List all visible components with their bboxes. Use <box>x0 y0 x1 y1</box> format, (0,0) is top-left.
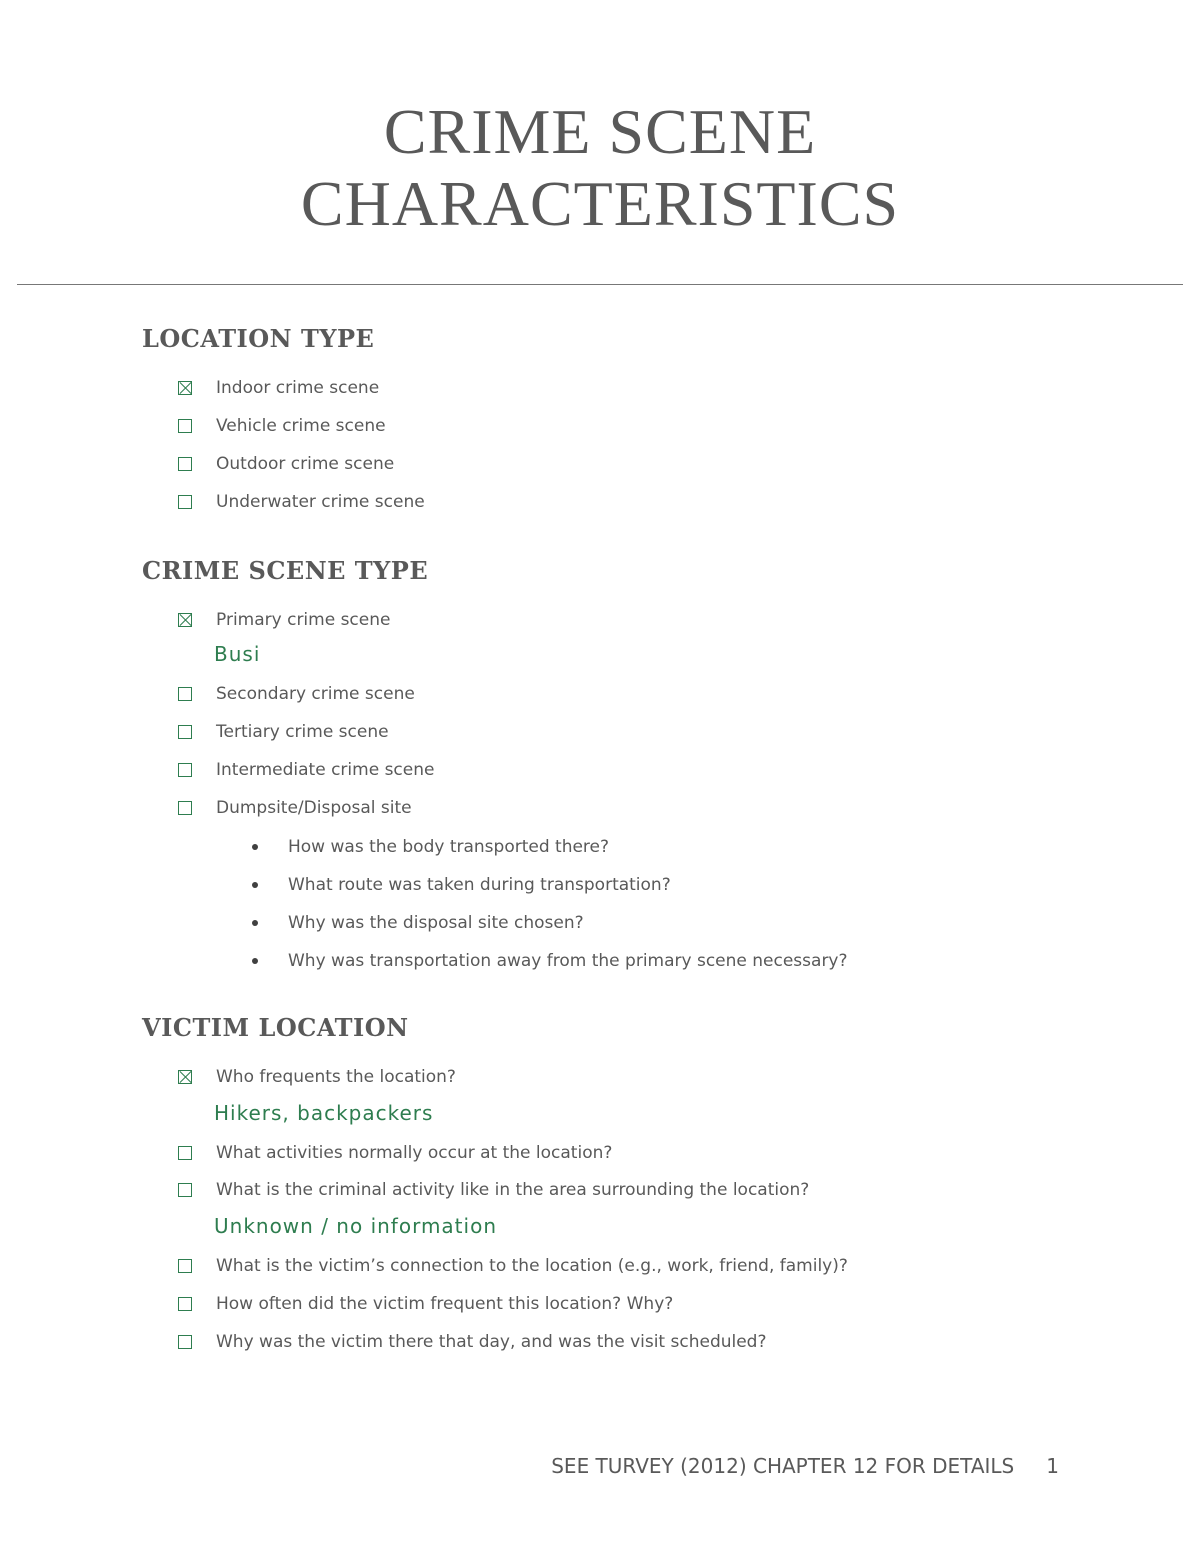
checkbox-item-victim-connection[interactable] <box>176 1254 848 1278</box>
checkbox-item-vehicle[interactable] <box>176 414 386 438</box>
checkbox-empty-icon[interactable] <box>178 1183 192 1197</box>
checkbox-label: Vehicle crime scene <box>216 416 386 436</box>
heading-location-type: LOCATION TYPE <box>142 324 375 353</box>
checkbox-label: What is the criminal activity like in the area surrounding the location? <box>216 1180 810 1200</box>
checkbox-empty-icon[interactable] <box>178 1335 192 1349</box>
checkbox-empty-icon[interactable] <box>178 495 192 509</box>
checkbox-label: Tertiary crime scene <box>216 722 389 742</box>
checkbox-label: Who frequents the location? <box>216 1067 456 1087</box>
checkbox-item-who-frequents[interactable] <box>176 1065 456 1089</box>
list-item <box>248 873 671 897</box>
checkbox-label: Secondary crime scene <box>216 684 415 704</box>
checkbox-label: Indoor crime scene <box>216 378 380 398</box>
list-item <box>248 911 584 935</box>
checkbox-item-dumpsite[interactable] <box>176 796 412 820</box>
checkbox-checked-icon[interactable] <box>178 613 192 627</box>
checkbox-item-outdoor[interactable] <box>176 452 394 476</box>
answer-who-frequents[interactable]: Hikers, backpackers <box>214 1101 434 1125</box>
checkbox-label: Primary crime scene <box>216 610 391 630</box>
checkbox-item-indoor[interactable] <box>176 376 379 400</box>
bullet-text: Why was transportation away from the primary scene necessary? <box>288 951 848 971</box>
title-line-2: CHARACTERISTICS <box>300 168 900 239</box>
checkbox-empty-icon[interactable] <box>178 1297 192 1311</box>
footer-text: SEE TURVEY (2012) CHAPTER 12 FOR DETAILS <box>551 1454 1015 1478</box>
checkbox-item-criminal-activity[interactable] <box>176 1178 809 1202</box>
checkbox-item-why-there[interactable] <box>176 1330 767 1354</box>
checkbox-item-tertiary[interactable] <box>176 720 389 744</box>
heading-victim-location: VICTIM LOCATION <box>142 1013 409 1042</box>
checkbox-item-secondary[interactable] <box>176 682 415 706</box>
answer-primary[interactable]: Busi <box>214 642 261 666</box>
checkbox-label: Underwater crime scene <box>216 492 425 512</box>
bullet-icon <box>252 958 258 964</box>
document-title <box>0 96 1200 240</box>
checkbox-item-underwater[interactable] <box>176 490 425 514</box>
list-item <box>248 835 609 859</box>
checkbox-label: What is the victim’s connection to the location (e.g., work, friend, family)? <box>216 1256 848 1276</box>
checkbox-label: What activities normally occur at the location? <box>216 1143 613 1163</box>
checkbox-empty-icon[interactable] <box>178 457 192 471</box>
checkbox-label: Outdoor crime scene <box>216 454 395 474</box>
bullet-icon <box>252 882 258 888</box>
checkbox-empty-icon[interactable] <box>178 801 192 815</box>
title-line-1: CRIME SCENE <box>383 96 817 167</box>
checkbox-empty-icon[interactable] <box>178 1146 192 1160</box>
checkbox-empty-icon[interactable] <box>178 763 192 777</box>
checkbox-item-activities[interactable] <box>176 1141 612 1165</box>
bullet-text: How was the body transported there? <box>288 837 610 857</box>
page-number: 1 <box>1046 1454 1059 1478</box>
list-item <box>248 949 848 973</box>
checkbox-item-how-often[interactable] <box>176 1292 673 1316</box>
bullet-icon <box>252 844 258 850</box>
checkbox-empty-icon[interactable] <box>178 687 192 701</box>
title-divider <box>17 284 1183 285</box>
checkbox-label: Dumpsite/Disposal site <box>216 798 412 818</box>
bullet-icon <box>252 920 258 926</box>
page-footer <box>551 1454 1059 1478</box>
checkbox-item-intermediate[interactable] <box>176 758 434 782</box>
heading-crime-scene-type: CRIME SCENE TYPE <box>142 556 429 585</box>
bullet-text: Why was the disposal site chosen? <box>288 913 584 933</box>
checkbox-empty-icon[interactable] <box>178 419 192 433</box>
checkbox-checked-icon[interactable] <box>178 1070 192 1084</box>
checkbox-empty-icon[interactable] <box>178 725 192 739</box>
checkbox-label: Intermediate crime scene <box>216 760 435 780</box>
checkbox-label: Why was the victim there that day, and was the visit scheduled? <box>216 1332 767 1352</box>
checkbox-checked-icon[interactable] <box>178 381 192 395</box>
answer-criminal-activity[interactable]: Unknown / no information <box>214 1214 497 1238</box>
checkbox-empty-icon[interactable] <box>178 1259 192 1273</box>
checkbox-item-primary[interactable] <box>176 608 390 632</box>
bullet-text: What route was taken during transportation? <box>288 875 671 895</box>
checkbox-label: How often did the victim frequent this location? Why? <box>216 1294 674 1314</box>
